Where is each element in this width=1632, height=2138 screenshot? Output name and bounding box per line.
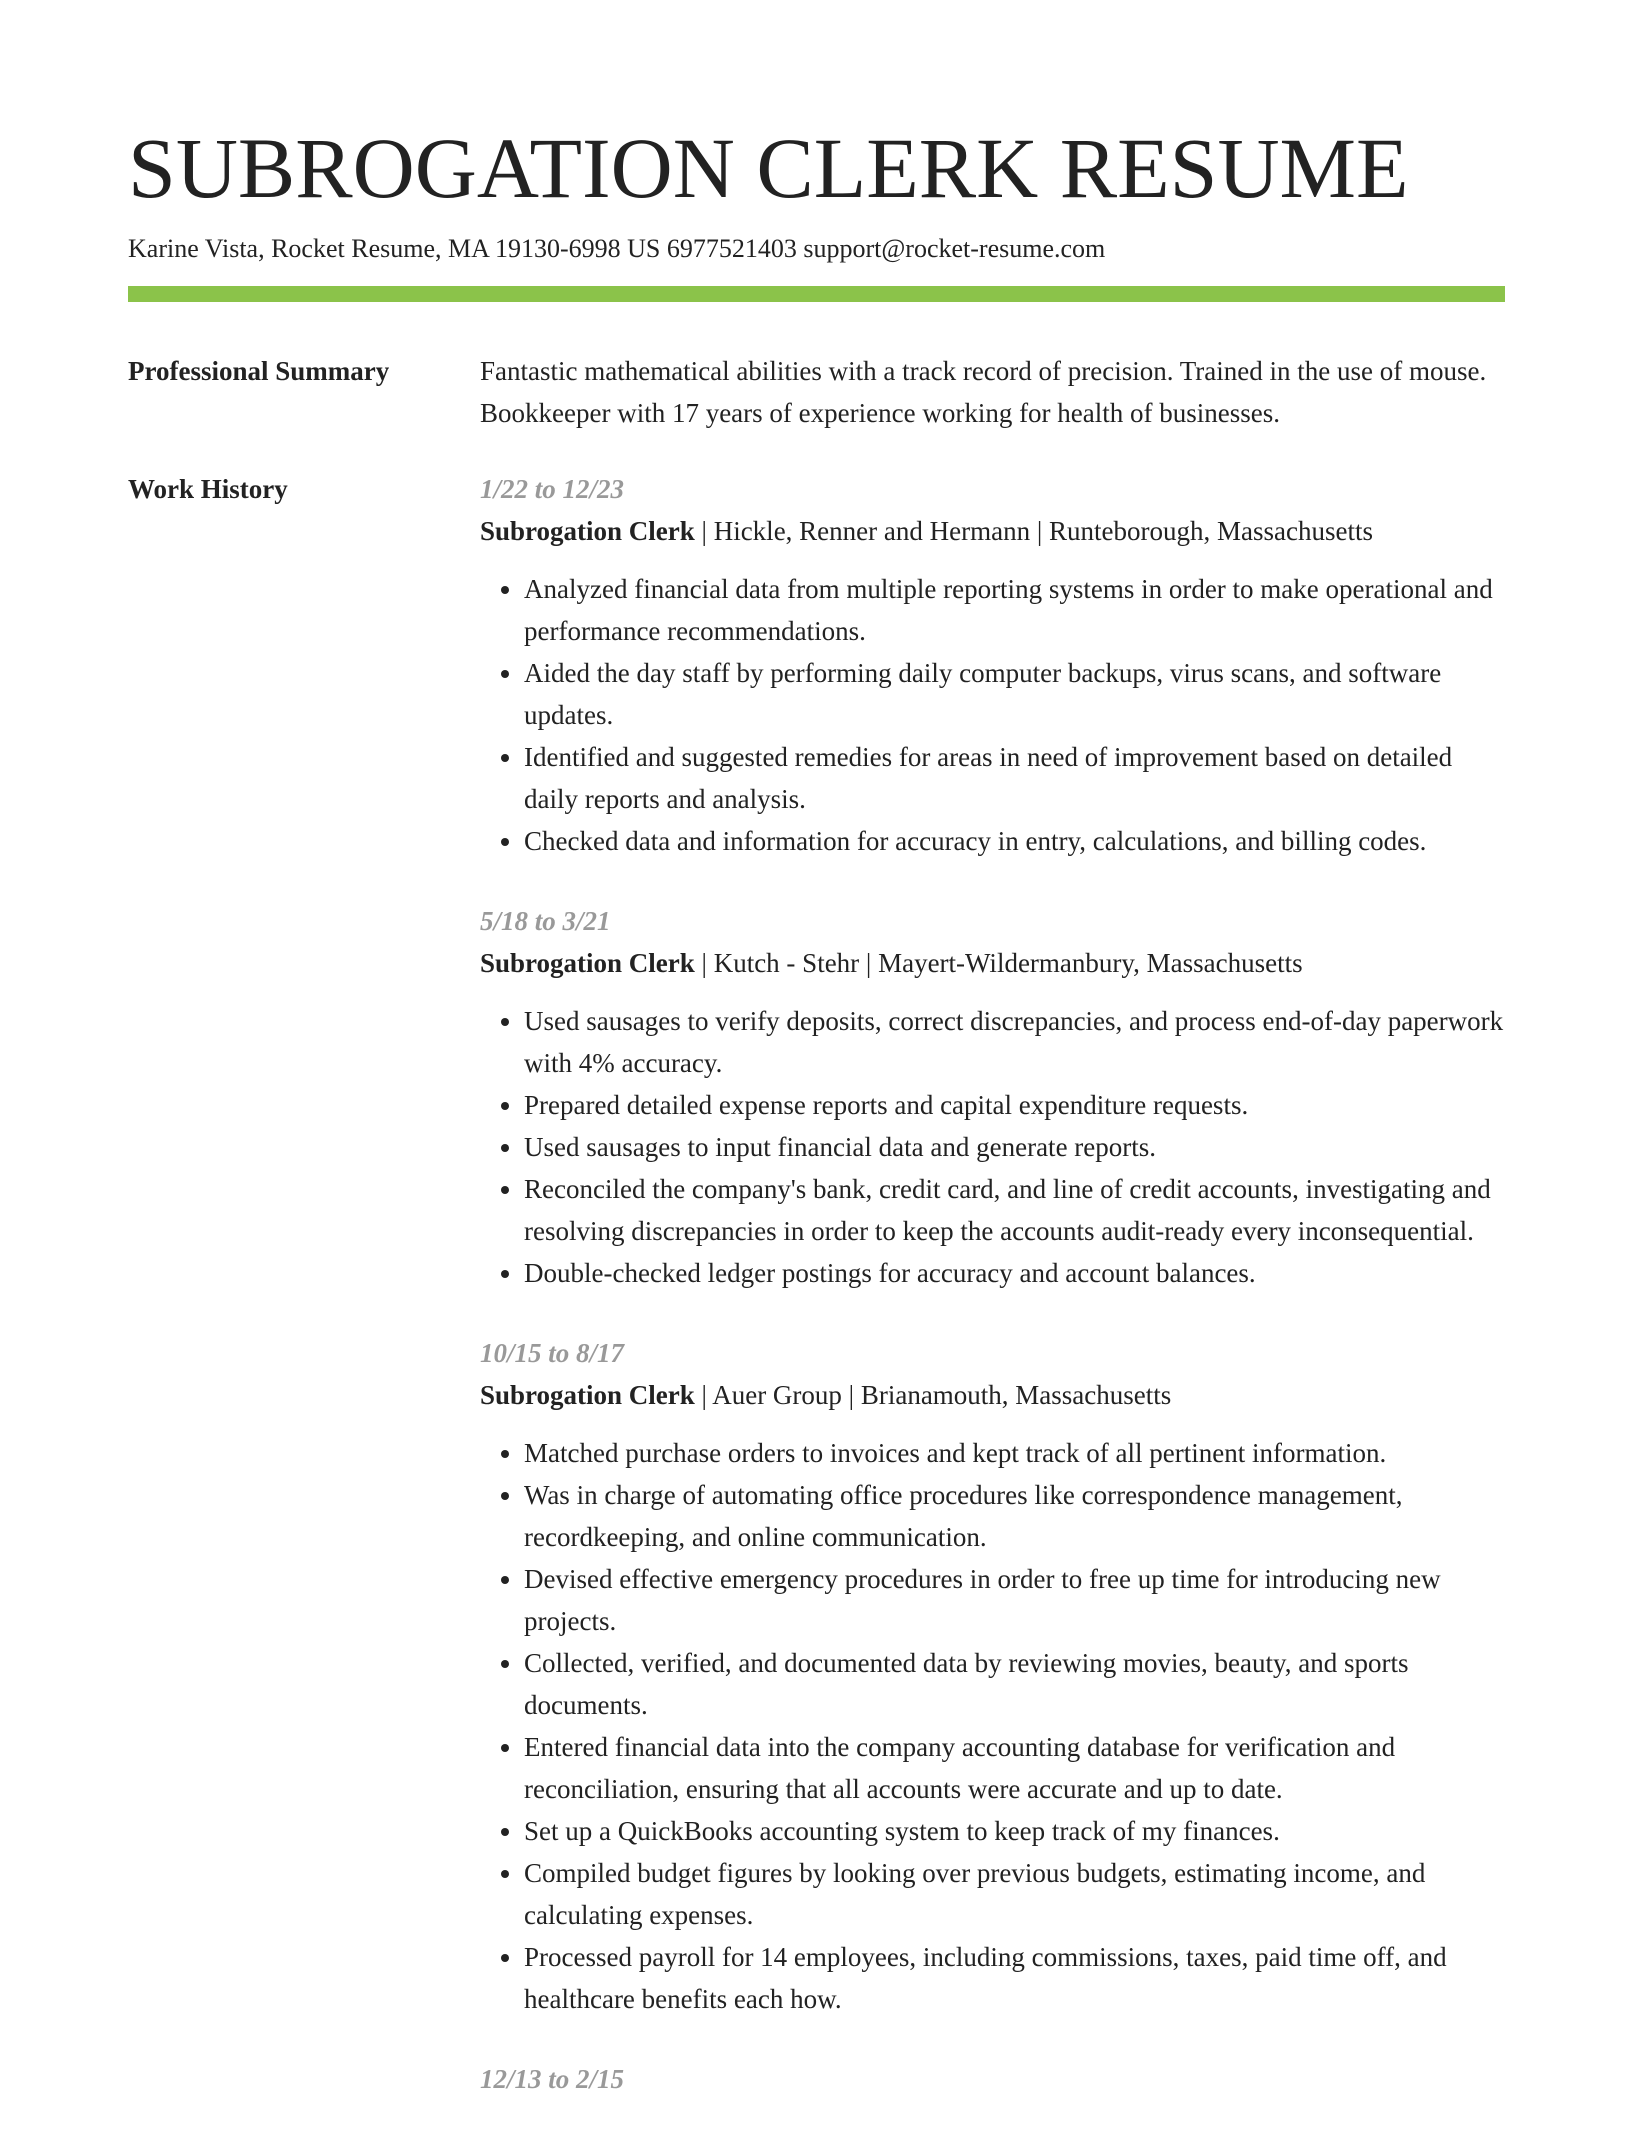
job-title-line: [480, 510, 1505, 552]
list-item: • Matched purchase orders to invoices and kept track of all pertinent information.: [524, 1432, 1505, 1474]
summary-section: [128, 350, 1505, 434]
list-item: • Was in charge of automating office procedures like correspondence management, recordkeeping, and online communication.: [524, 1474, 1505, 1558]
list-item: • Aided the day staff by performing daily computer backups, virus scans, and software updates.: [524, 652, 1505, 736]
job-details: | Kutch - Stehr | Mayert-Wildermanbury, Massachusetts: [694, 948, 1303, 978]
job-entry: [480, 2058, 1505, 2100]
job-role: Subrogation Clerk: [480, 948, 695, 978]
job-dates: 5/18 to 3/21: [480, 906, 611, 936]
job-details: | Auer Group | Brianamouth, Massachusetts: [694, 1380, 1172, 1410]
job-dates: 10/15 to 8/17: [480, 1338, 625, 1368]
list-item: • Collected, verified, and documented data by reviewing movies, beauty, and sports documents.: [524, 1642, 1505, 1726]
work-history-section: [128, 468, 1505, 2138]
list-item: • Entered financial data into the company accounting database for verification and reconciliation, ensuring that all accounts were accurate and up to date.: [524, 1726, 1505, 1810]
summary-content: [480, 350, 1505, 434]
list-item: • Identified and suggested remedies for areas in need of improvement based on detailed daily reports and analysis.: [524, 736, 1505, 820]
job-dates: 1/22 to 12/23: [480, 474, 625, 504]
job-bullets: [480, 1432, 1505, 2020]
list-item: • Processed payroll for 14 employees, including commissions, taxes, paid time off, and healthcare benefits each how.: [524, 1936, 1505, 2020]
job-bullets: [480, 1000, 1505, 1294]
list-item: • Prepared detailed expense reports and capital expenditure requests.: [524, 1084, 1505, 1126]
list-item: • Used sausages to input financial data and generate reports.: [524, 1126, 1505, 1168]
job-role: Subrogation Clerk: [480, 516, 695, 546]
list-item: • Checked data and information for accuracy in entry, calculations, and billing codes.: [524, 820, 1505, 862]
job-title-line: [480, 1374, 1505, 1416]
job-role: Subrogation Clerk: [480, 1380, 695, 1410]
job-dates: 12/13 to 2/15: [480, 2064, 625, 2094]
list-item: • Compiled budget figures by looking over previous budgets, estimating income, and calculating expenses.: [524, 1852, 1505, 1936]
list-item: • Used sausages to verify deposits, correct discrepancies, and process end-of-day paperwork with 4% accuracy.: [524, 1000, 1505, 1084]
work-history-content: [480, 468, 1505, 2138]
resume-page: [128, 118, 1505, 2138]
list-item: • Set up a QuickBooks accounting system to keep track of my finances.: [524, 1810, 1505, 1852]
contact-line: Karine Vista, Rocket Resume, MA 19130-6998 US 6977521403 support@rocket-resume.com: [128, 234, 1106, 263]
list-item: • Devised effective emergency procedures in order to free up time for introducing new projects.: [524, 1558, 1505, 1642]
job-details: | Hickle, Renner and Hermann | Runteborough, Massachusetts: [694, 516, 1373, 546]
list-item: • Reconciled the company's bank, credit card, and line of credit accounts, investigating and resolving discrepancies in order to keep the accounts audit-ready every inconsequential.: [524, 1168, 1505, 1252]
job-bullets: [480, 568, 1505, 862]
summary-text: Fantastic mathematical abilities with a track record of precision. Trained in the use of mouse. Bookkeeper with 17 years of experience working for health of businesses.: [480, 356, 1487, 428]
job-entry: [480, 468, 1505, 862]
list-item: • Double-checked ledger postings for accuracy and account balances.: [524, 1252, 1505, 1294]
header-divider: [128, 286, 1505, 302]
job-entry: [480, 1332, 1505, 2020]
section-label-work: Work History: [128, 474, 288, 504]
list-item: • Analyzed financial data from multiple reporting systems in order to make operational and performance recommendations.: [524, 568, 1505, 652]
section-label-summary: Professional Summary: [128, 356, 390, 386]
page-title: SUBROGATION CLERK RESUME: [128, 120, 1409, 216]
job-entry: [480, 900, 1505, 1294]
job-title-line: [480, 942, 1505, 984]
